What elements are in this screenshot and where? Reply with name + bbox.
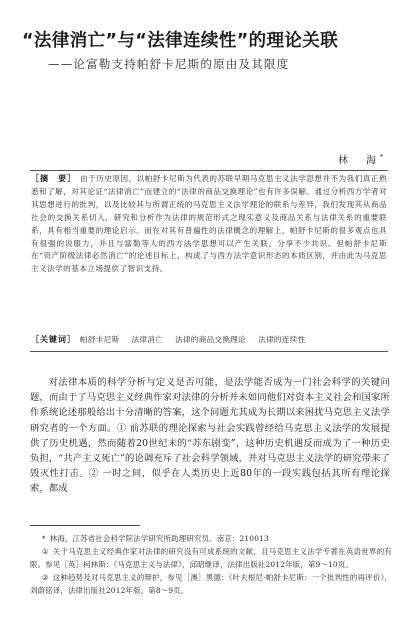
article-subtitle: ——论富勒支持帕舒卡尼斯的原由及其限度	[48, 57, 290, 71]
author-name	[338, 151, 383, 168]
keywords-label: ［关键词］	[31, 335, 76, 344]
footnote-text: 关于马克思主义经典作家对法律的研究没有可成系统的文献，且马克思主义法学专著在英语世界的有限。参见［英］柯林斯：《马克思主义与法律》，邱昭继译，法律出版社2012年版，第9～10页。	[30, 547, 392, 569]
keywords	[31, 333, 387, 346]
abstract-text: 由于历史原因，以帕舒卡尼斯为代表的苏联早期马克思主义法学思想并不为我们真正熟悉和了解，对其论证“法律消亡”而建立的“法律的商品交换理论”也有许多误解。通过分析西方学者对其思想进行的批判，以及比较其与所谓正统的马克思主义法学理论的联系与差异，我们发现其从商品社会的交换关系切入，研究和分析作为法律的规范形式之现实意义及商品关系与法律关系的重要联系，具有相当重要的理论启示。而在对其有普遍性的法律概念的理解上，帕舒卡尼斯的很多观点也具有很强的说服力，并且与富勒等人的西方法学思想可以产生关联，分享不少共识。但帕舒卡尼斯在“资产阶级法律必然消亡”的论述目标上，构成了与西方法学意识形态的本质区别，并由此为马克思主义法学的基本立场提供了智识支持。	[31, 174, 387, 274]
author-footnote-mark: *	[380, 154, 383, 161]
footnote	[30, 533, 392, 545]
footnote-mark: *	[41, 534, 46, 543]
footnotes	[30, 533, 392, 598]
footnote-divider	[30, 525, 140, 526]
footnote-mark: ①	[41, 547, 49, 557]
footnote	[30, 572, 392, 597]
footnote-text: 林海，江苏省社会科学院法学研究所助理研究员。南京：210013	[49, 534, 269, 543]
footnote-text: 这种趋势及对马克思主义的辩护，参见［澳］黑德：《叶夫根尼·帕舒卡尼斯：一个批判性的再评价》，刘蔚铭译，法律出版社2012年版，第8～9页。	[30, 573, 393, 595]
footnote	[30, 546, 392, 571]
footnote-mark: ②	[41, 573, 49, 583]
keyword: 帕舒卡尼斯	[80, 335, 120, 344]
abstract-section	[30, 170, 388, 352]
keyword: 法律的商品交换理论	[175, 335, 247, 344]
body-text	[30, 375, 390, 497]
abstract	[31, 173, 387, 276]
author-name-text: 林 海	[338, 155, 380, 167]
abstract-label: ［摘 要］	[31, 174, 77, 183]
keyword: 法律的连续性	[258, 335, 306, 344]
article-title: “法律消亡”与“法律连续性”的理论关联	[22, 31, 339, 51]
keyword: 法律消亡	[131, 335, 164, 344]
body-paragraph: 对法律本质的科学分析与定义是否可能，是法学能否成为一门社会科学的关键问题，而由于了马克思主义经典作家对法律的分析并未如同他们对资本主义社会和国家所作系统论述那般给出十分清晰的答案，这个问题尤其成为长期以来困扰马克思主义法学研究者的一个方面。① 前苏联的理论探索与社会实践曾经给马克思主义法学的发展提供了历史机遇，然而随着20世纪末的“苏东剧变”，这种历史机遇反而成为了一种历史负担，“共产主义死亡”的论调充斥了社会科学领域，并对马克思主义法学的研究带来了毁灭性打击。② 一时之间，似乎在人类历史上近80年的一段实践包括其所有理论探索，都成	[30, 377, 390, 495]
